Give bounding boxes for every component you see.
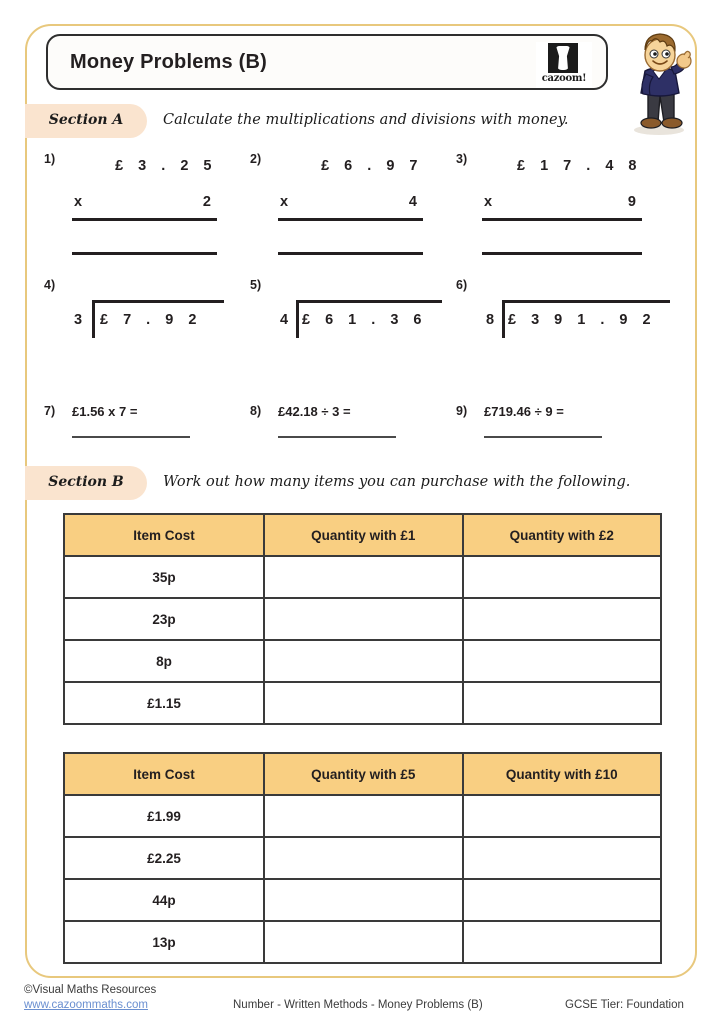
table1-answer-cell-1a[interactable] [264,556,463,598]
column-division-5 [280,290,442,342]
table1-answer-cell-3a[interactable] [264,640,463,682]
section-a-label: Section A [48,112,124,128]
cazoom-hourglass-icon [548,43,578,73]
multiplier-2: 4 [408,194,417,210]
working-rule-bottom-3 [482,252,642,255]
answer-line-8[interactable] [278,436,396,438]
table-row [64,556,661,598]
column-multiplication-1 [72,158,217,256]
working-rule-top-3 [482,218,642,221]
dividend-4: £ 7 . 9 2 [100,312,202,328]
division-horizontal-bar-5 [296,300,442,303]
table-row [64,640,661,682]
inline-question-8 [278,404,408,444]
question-number-8: 8) [250,404,262,418]
working-rule-bottom-1 [72,252,217,255]
section-a-badge [25,104,147,138]
question-number-9: 9) [456,404,468,418]
table1-answer-cell-4b[interactable] [463,682,662,724]
table2-header-quantity-10: Quantity with £10 [463,753,662,795]
footer-website-link[interactable]: www.cazoommaths.com [24,999,148,1011]
dividend-5: £ 6 1 . 3 6 [302,312,427,328]
table1-answer-cell-1b[interactable] [463,556,662,598]
working-rule-top-2 [278,218,423,221]
multiply-operator-1: x [74,194,83,210]
multiplicand-3: £ 1 7 . 4 8 [517,158,642,174]
column-multiplication-3 [482,158,642,256]
section-a-instruction: Calculate the multiplications and divisions with money. [163,112,569,128]
hourglass-glyph [556,46,570,70]
question-number-2: 2) [250,152,262,166]
divisor-5: 4 [280,312,289,328]
purchase-table-2 [63,752,662,964]
table1-answer-cell-4a[interactable] [264,682,463,724]
footer-topic-path: Number - Written Methods - Money Problems (B) [233,999,483,1011]
table1-header-quantity-2: Quantity with £2 [463,514,662,556]
table1-header-quantity-1: Quantity with £1 [264,514,463,556]
table1-header-item-cost: Item Cost [64,514,264,556]
table2-answer-cell-1b[interactable] [463,795,662,837]
table2-item-cost-1: £1.99 [64,795,264,837]
table1-answer-cell-3b[interactable] [463,640,662,682]
table1-answer-cell-2a[interactable] [264,598,463,640]
division-vertical-bar-6 [502,300,505,338]
cazoom-logo-word: cazoom! [541,73,587,84]
expression-9: £719.46 ÷ 9 = [484,404,564,419]
question-number-5: 5) [250,278,262,292]
multiplicand-1: £ 3 . 2 5 [115,158,217,174]
inline-question-9 [484,404,614,444]
table2-item-cost-4: 13p [64,921,264,963]
answer-line-7[interactable] [72,436,190,438]
table2-item-cost-2: £2.25 [64,837,264,879]
answer-line-9[interactable] [484,436,602,438]
multiplier-1: 2 [202,194,211,210]
purchase-table-1 [63,513,662,725]
working-rule-top-1 [72,218,217,221]
question-number-3: 3) [456,152,468,166]
table2-answer-cell-1a[interactable] [264,795,463,837]
footer-tier: GCSE Tier: Foundation [565,999,684,1011]
table1-answer-cell-2b[interactable] [463,598,662,640]
question-number-4: 4) [44,278,56,292]
table2-answer-cell-2a[interactable] [264,837,463,879]
table2-answer-cell-3a[interactable] [264,879,463,921]
division-vertical-bar-4 [92,300,95,338]
working-rule-bottom-2 [278,252,423,255]
table2-header-item-cost: Item Cost [64,753,264,795]
table1-item-cost-2: 23p [64,598,264,640]
table-header-row [64,514,661,556]
multiply-operator-2: x [280,194,289,210]
thumbs-up-boy-mascot-icon [620,28,698,136]
expression-7: £1.56 x 7 = [72,404,138,419]
multiplier-3: 9 [627,194,636,210]
cazoom-logo [536,42,592,88]
table2-item-cost-3: 44p [64,879,264,921]
table1-item-cost-1: 35p [64,556,264,598]
section-b-instruction: Work out how many items you can purchase with the following. [163,474,631,490]
table-header-row [64,753,661,795]
table2-answer-cell-3b[interactable] [463,879,662,921]
question-number-6: 6) [456,278,468,292]
question-number-7: 7) [44,404,56,418]
table2-answer-cell-2b[interactable] [463,837,662,879]
divisor-6: 8 [486,312,495,328]
section-b-badge [25,466,147,500]
inline-question-7 [72,404,202,444]
table-row [64,795,661,837]
multiply-operator-3: x [484,194,493,210]
page-footer [0,984,724,1024]
footer-copyright: ©Visual Maths Resources [24,984,157,996]
table1-item-cost-4: £1.15 [64,682,264,724]
table2-answer-cell-4b[interactable] [463,921,662,963]
column-division-6 [486,290,668,342]
table-row [64,682,661,724]
division-horizontal-bar-6 [502,300,670,303]
column-multiplication-2 [278,158,423,256]
table-row [64,837,661,879]
table-row [64,921,661,963]
dividend-6: £ 3 9 1 . 9 2 [508,312,657,328]
table-row [64,598,661,640]
table1-item-cost-3: 8p [64,640,264,682]
division-vertical-bar-5 [296,300,299,338]
table-row [64,879,661,921]
worksheet-title-bar [46,34,608,90]
divisor-4: 3 [74,312,83,328]
table2-header-quantity-5: Quantity with £5 [264,753,463,795]
expression-8: £42.18 ÷ 3 = [278,404,351,419]
column-division-4 [74,290,224,342]
page-title: Money Problems (B) [70,51,267,73]
division-horizontal-bar-4 [92,300,224,303]
section-b-label: Section B [48,474,124,490]
multiplicand-2: £ 6 . 9 7 [321,158,423,174]
question-number-1: 1) [44,152,56,166]
table2-answer-cell-4a[interactable] [264,921,463,963]
